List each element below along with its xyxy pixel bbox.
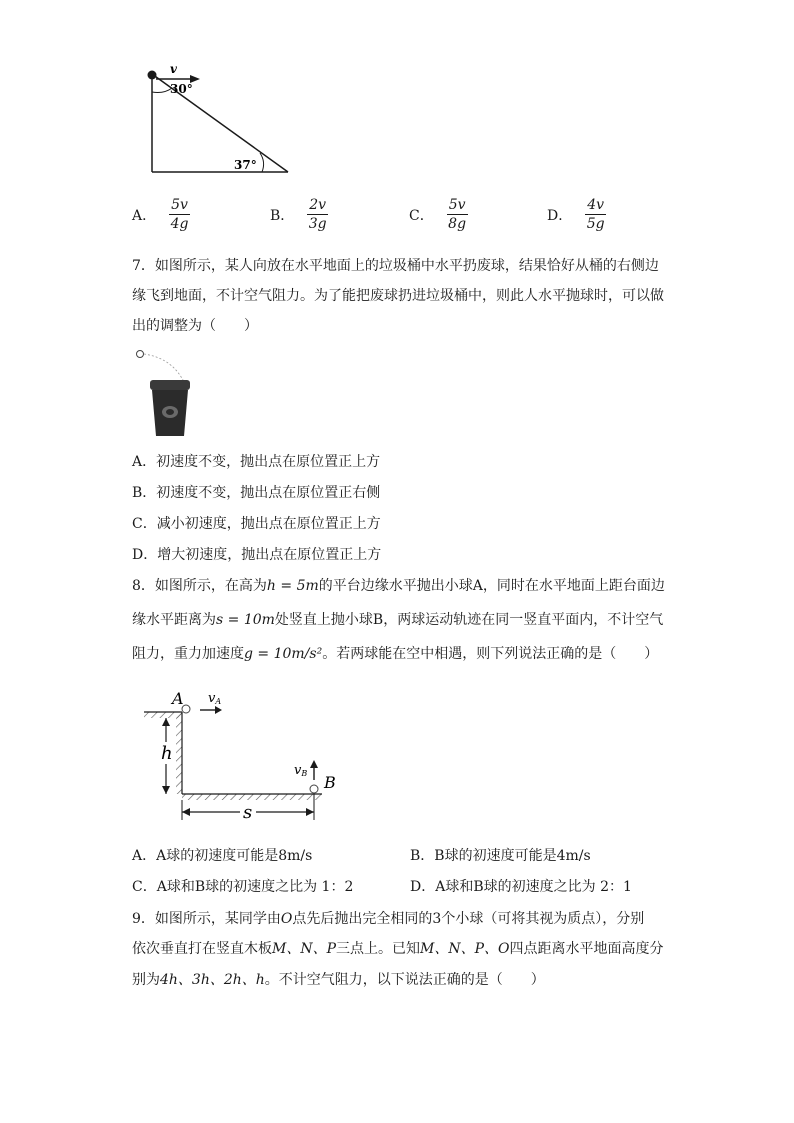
q9-text-line-2: 依次垂直打在竖直木板M、N、P三点上。已知M、N、P、O四点距离水平地面高度分 bbox=[132, 941, 664, 957]
trash-can-figure bbox=[132, 344, 202, 440]
q7-option-c[interactable]: C．减小初速度，抛出点在原位置正上方 bbox=[132, 516, 381, 532]
label-b: B bbox=[324, 773, 336, 792]
thrown-ball bbox=[137, 351, 144, 358]
bottom-angle-label: 37° bbox=[234, 158, 257, 172]
va-arrow-icon bbox=[215, 706, 222, 714]
q8-option-b[interactable]: B．B球的初速度可能是4m/s bbox=[410, 848, 591, 864]
label-a: A bbox=[172, 689, 184, 708]
vb-arrow-icon bbox=[310, 760, 318, 768]
incline-figure bbox=[140, 62, 300, 180]
q8-text-line-2: 缘水平距离为s = 10m处竖直上抛小球B，两球运动轨迹在同一竖直平面内，不计空气 bbox=[132, 612, 664, 628]
label-vb: vB bbox=[294, 763, 308, 778]
ball bbox=[148, 71, 157, 80]
q7-text-line-1: 7．如图所示，某人向放在水平地面上的垃圾桶中水平扔废球，结果恰好从桶的右侧边 bbox=[132, 258, 659, 274]
option-d[interactable]: D． $\frac{4v}{5g}$ bbox=[547, 197, 605, 232]
option-c[interactable]: C． $\frac{5v}{8g}$ bbox=[409, 197, 467, 232]
option-a[interactable]: A． $\frac{5v}{4g}$ bbox=[132, 197, 189, 232]
s-arrow-left-icon bbox=[182, 808, 190, 816]
q9-text-line-3: 别为4h、3h、2h、h。不计空气阻力，以下说法正确的是（ ） bbox=[132, 972, 545, 988]
q7-text-line-3: 出的调整为（ ） bbox=[132, 318, 258, 334]
q6-options bbox=[132, 196, 652, 238]
label-s: s bbox=[243, 802, 253, 823]
h-arrow-up-icon bbox=[162, 718, 170, 726]
q8-option-c[interactable]: C．A球和B球的初速度之比为 1：2 bbox=[132, 879, 354, 895]
q8-option-d[interactable]: D．A球和B球的初速度之比为 2：1 bbox=[410, 879, 632, 895]
s-arrow-right-icon bbox=[306, 808, 314, 816]
q8-text-line-1: 8．如图所示，在高为h = 5m的平台边缘水平抛出小球A，同时在水平地面上距台面边 bbox=[132, 578, 665, 594]
h-arrow-down-icon bbox=[162, 786, 170, 794]
q7-option-a[interactable]: A．初速度不变，抛出点在原位置正上方 bbox=[132, 454, 381, 470]
label-h: h bbox=[161, 743, 173, 764]
q8-option-a[interactable]: A．A球的初速度可能是8m/s bbox=[132, 848, 313, 864]
label-va: vA bbox=[208, 691, 222, 706]
q7-text-line-2: 缘飞到地面，不计空气阻力。为了能把废球扔进垃圾桶中，则此人水平抛球时，可以做 bbox=[132, 288, 664, 304]
velocity-label: v bbox=[170, 62, 177, 76]
q9-text-line-1: 9．如图所示，某同学由O点先后抛出完全相同的3个小球（可将其视为质点），分别 bbox=[132, 911, 645, 927]
platform-figure bbox=[136, 682, 356, 832]
q7-option-d[interactable]: D．增大初速度，抛出点在原位置正上方 bbox=[132, 547, 382, 563]
option-b[interactable]: B． $\frac{2v}{3g}$ bbox=[270, 197, 327, 232]
q8-text-line-3: 阻力，重力加速度g = 10m/s²。若两球能在空中相遇，则下列说法正确的是（ ） bbox=[132, 646, 659, 662]
ball-b bbox=[310, 785, 318, 793]
top-angle-label: 30° bbox=[170, 82, 193, 96]
q7-option-b[interactable]: B．初速度不变，抛出点在原位置正右侧 bbox=[132, 485, 381, 501]
